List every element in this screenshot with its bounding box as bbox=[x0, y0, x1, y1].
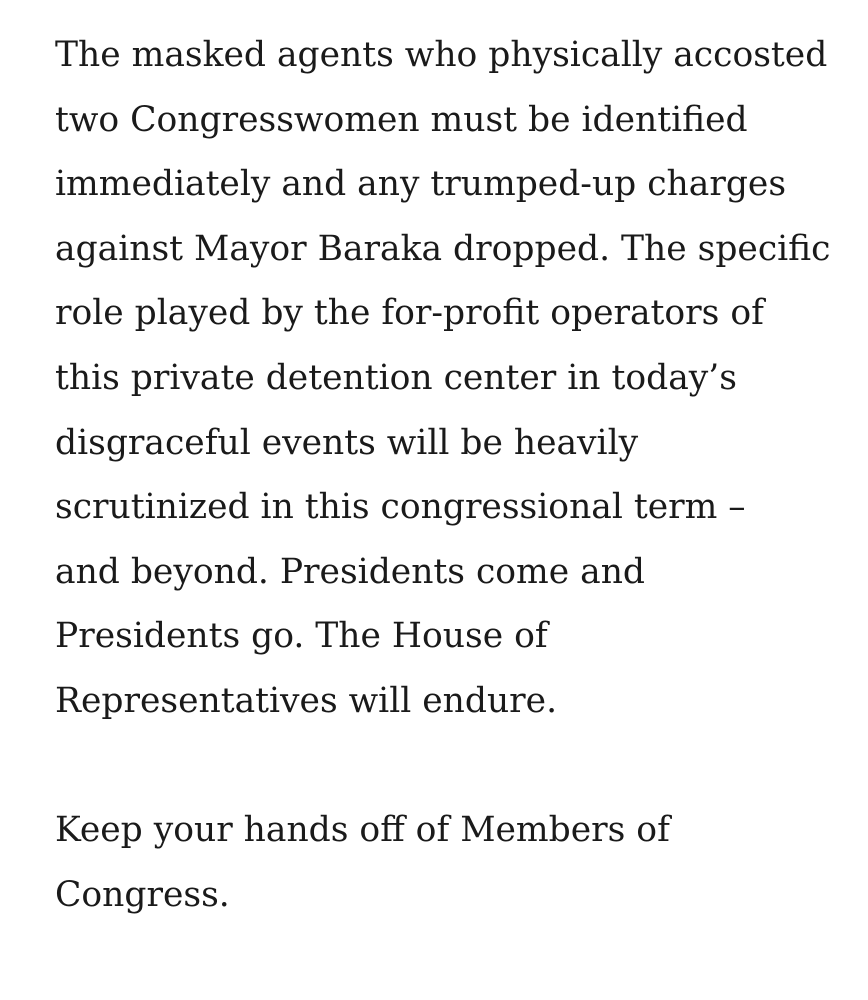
article-body bbox=[55, 23, 845, 927]
paragraph-line: immediately and any trumped-up charges bbox=[55, 164, 787, 205]
paragraph-line: against Mayor Baraka dropped. The specific bbox=[55, 228, 831, 269]
paragraph-2 bbox=[55, 798, 845, 927]
paragraph-line: Representatives will endure. bbox=[55, 680, 558, 721]
paragraph-line: Congress. bbox=[55, 874, 230, 915]
paragraph-line: two Congresswomen must be identified bbox=[55, 99, 748, 140]
paragraph-line: Keep your hands off of Members of bbox=[55, 810, 670, 851]
paragraph-line: The masked agents who physically accosted bbox=[55, 35, 828, 75]
paragraph-line: this private detention center in today’s bbox=[55, 357, 737, 398]
paragraph-line: and beyond. Presidents come and bbox=[55, 551, 646, 592]
paragraph-line: role played by the for-profit operators of bbox=[55, 293, 764, 334]
paragraph-line: disgraceful events will be heavily bbox=[55, 422, 639, 463]
paragraph-line: Presidents go. The House of bbox=[55, 616, 548, 657]
paragraph-line: scrutinized in this congressional term – bbox=[55, 487, 746, 528]
paragraph-1 bbox=[55, 23, 845, 734]
